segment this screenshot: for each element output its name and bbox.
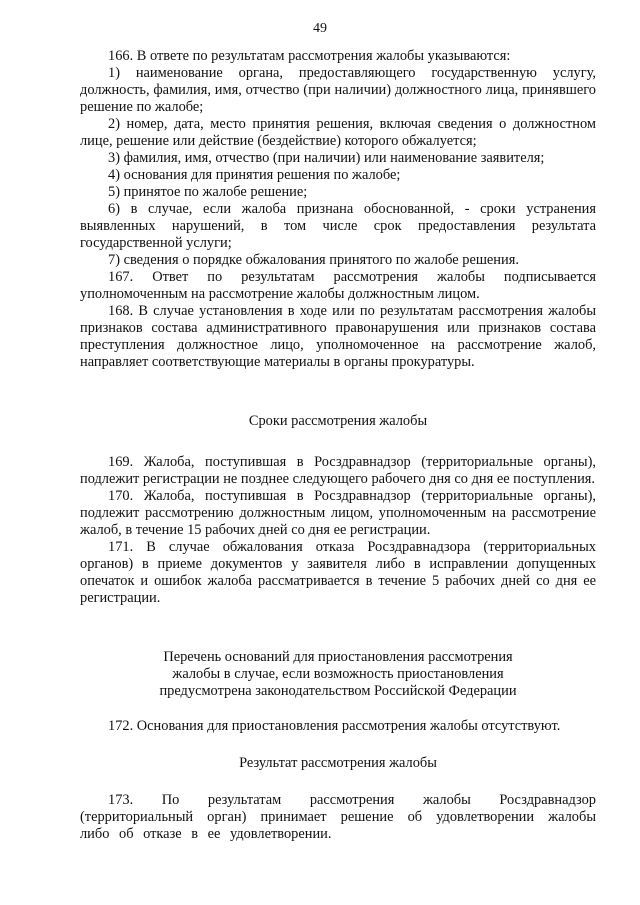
paragraph-168: 168. В случае установления в ходе или по результатам рассмотрения жалобы признаков состава административного правонарушения или признаков состава преступления должностное лицо, уполномоченное на рассмотрение жалоб, направляет соответствующие материалы в органы прокуратуры.	[80, 303, 596, 370]
paragraph-172: 172. Основания для приостановления рассмотрения жалобы отсутствуют.	[108, 718, 561, 734]
list-item-1: 1) наименование органа, предоставляющего государственную услугу, должность, фамилия, имя, отчество (при наличии) должностного лица, принявшего решение по жалобе;	[80, 65, 596, 115]
paragraph-166: 166. В ответе по результатам рассмотрения жалобы указываются:	[108, 48, 511, 64]
section-heading-suspension-line-2: жалобы в случае, если возможность приостановления	[172, 666, 504, 682]
list-item-5: 5) принятое по жалобе решение;	[108, 184, 308, 200]
paragraph-173: 173. По результатам рассмотрения жалобы Росздравнадзор (территориальный орган) принимает решение об удовлетворении жалобы либо об отказе в ее удовлетворении.	[80, 792, 596, 842]
section-heading-result: Результат рассмотрения жалобы	[239, 755, 437, 771]
paragraph-170: 170. Жалоба, поступившая в Росздравнадзор (территориальные органы), подлежит рассмотрению должностным лицом, уполномоченным на рассмотрение жалоб, в течение 15 рабочих дней со дня ее регистрации.	[80, 488, 596, 538]
list-item-2: 2) номер, дата, место принятия решения, включая сведения о должностном лице, решение или действие (бездействие) которого обжалуется;	[80, 116, 596, 149]
paragraph-171: 171. В случае обжалования отказа Росздравнадзора (территориальных органов) в приеме документов у заявителя либо в исправлении допущенных опечаток и ошибок жалоба рассматривается в течение 5 рабочих дней со дня ее регистрации.	[80, 539, 596, 606]
section-heading-suspension-line-3: предусмотрена законодательством Российской Федерации	[159, 683, 517, 699]
paragraph-167: 167. Ответ по результатам рассмотрения жалобы подписывается уполномоченным на рассмотрение жалобы должностным лицом.	[80, 269, 596, 302]
section-heading-review-terms: Сроки рассмотрения жалобы	[248, 413, 428, 429]
list-item-6: 6) в случае, если жалоба признана обоснованной, - сроки устранения выявленных нарушений, в том числе срок предоставления результата государственной услуги;	[80, 201, 596, 251]
page-number: 49	[313, 21, 327, 36]
list-item-3: 3) фамилия, имя, отчество (при наличии) или наименование заявителя;	[108, 150, 545, 166]
section-heading-suspension	[80, 649, 596, 700]
list-item-7: 7) сведения о порядке обжалования принятого по жалобе решения.	[108, 252, 519, 268]
list-item-4: 4) основания для принятия решения по жалобе;	[108, 167, 401, 183]
document-body	[80, 48, 596, 843]
section-heading-suspension-line-1: Перечень оснований для приостановления рассмотрения	[163, 649, 513, 665]
paragraph-169: 169. Жалоба, поступившая в Росздравнадзор (территориальные органы), подлежит регистрации не позднее следующего рабочего дня со дня ее поступления.	[80, 454, 596, 487]
